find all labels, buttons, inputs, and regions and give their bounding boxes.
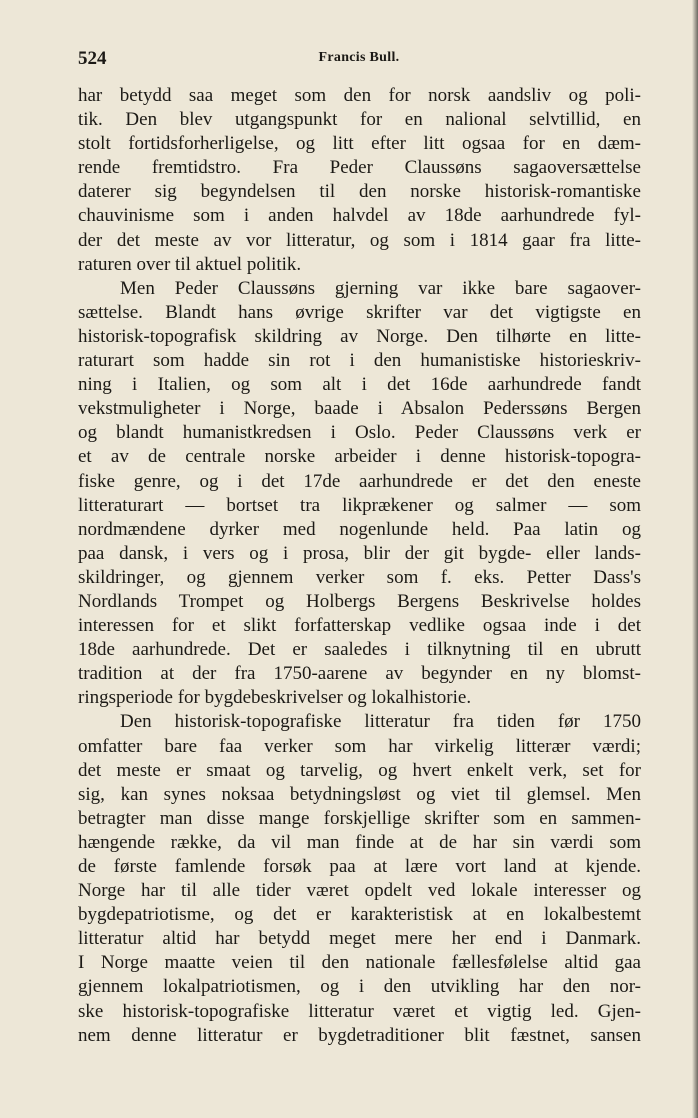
text-line: omfatter bare faa verker som har virkelig litterær værdi; [78,735,641,757]
text-line: daterer sig begyndelsen til den norske historisk-romantiske [78,181,641,203]
text-line: tradition at der fra 1750-aarene av begynder en ny blomst- [78,663,641,685]
text-line: nem denne litteratur er bygdetraditioner blit fæstnet, sansen [78,1024,641,1046]
text-line: der det meste av vor litteratur, og som i 1814 gaar fra litte- [78,229,641,251]
text-line: raturen over til aktuel politik. [78,253,302,275]
text-line: stolt fortidsforherligelse, og litt efter litt ogsaa for en dæm- [78,133,641,155]
text-line: rende fremtidstro. Fra Peder Claussøns sagaoversættelse [78,157,641,179]
body-text [78,84,641,1048]
text-line: et av de centrale norske arbeider i denne historisk-topogra- [78,446,641,468]
text-line: de første famlende forsøk paa at lære vort land at kjende. [78,856,641,877]
text-line: sættelse. Blandt hans øvrige skrifter var det vigtigste en [78,301,641,323]
text-line: ske historisk-topografiske litteratur været et vigtig led. Gjen- [78,1000,641,1022]
paragraph [78,710,641,1047]
page-edge-shadow [692,0,698,1118]
text-line: hængende række, da vil man finde at de har sin værdi som [78,831,641,853]
text-line: Nordlands Trompet og Holbergs Bergens Beskrivelse holdes [78,590,641,612]
text-line: Den historisk-topografiske litteratur fra tiden før 1750 [120,711,641,733]
text-line: 18de aarhundrede. Det er saaledes i tilknytning til en ubrutt [78,639,641,661]
text-line: Men Peder Claussøns gjerning var ikke bare sagaover- [120,277,641,299]
page-header [78,48,640,74]
text-line: vekstmuligheter i Norge, baade i Absalon Pederssøns Bergen [78,398,641,420]
paragraph [78,277,641,711]
text-line: ning i Italien, og som alt i det 16de aarhundrede fandt [78,374,641,396]
text-line: historisk-topografisk skildring av Norge. Den tilhørte en litte- [78,325,641,347]
text-line: I Norge maatte veien til den nationale fællesfølelse altid gaa [78,952,641,974]
text-line: sig, kan synes noksaa betydningsløst og viet til glemsel. Men [78,783,641,805]
text-line: chauvinisme som i anden halvdel av 18de aarhundrede fyl- [78,205,641,227]
text-line: litteraturart — bortset tra likprækener og salmer — som [78,494,641,516]
text-line: betragter man disse mange forskjellige skrifter som en sammen- [78,807,641,829]
text-line: paa dansk, i vers og i prosa, blir der git bygde- eller lands- [78,542,641,564]
page-number: 524 [78,48,107,69]
text-line: Norge har til alle tider været opdelt ved lokale interesser og [78,880,641,902]
text-line: bygdepatriotisme, og det er karakteristisk at en lokalbestemt [78,904,641,926]
text-line: har betydd saa meget som den for norsk aandsliv og poli- [78,85,641,106]
text-line: skildringer, og gjennem verker som f. eks. Petter Dass's [78,566,641,588]
running-head: Francis Bull. [318,50,400,65]
text-line: fiske genre, og i det 17de aarhundrede er det den eneste [78,470,641,492]
text-line: og blandt humanistkredsen i Oslo. Peder Claussøns verk er [78,422,641,444]
text-line: litteratur altid har betydd meget mere her end i Danmark. [78,928,641,950]
text-line: gjennem lokalpatriotismen, og i den utvikling har den nor- [78,976,641,998]
text-line: raturart som hadde sin rot i den humanistiske historieskriv- [78,350,641,372]
paragraph [78,84,641,277]
text-line: det meste er smaat og tarvelig, og hvert enkelt verk, set for [78,759,641,781]
text-line: ringsperiode for bygdebeskrivelser og lokalhistorie. [78,687,472,709]
text-line: tik. Den blev utgangspunkt for en nalional selvtillid, en [78,109,641,131]
text-line: interessen for et slikt forfatterskap vedlike ogsaa inde i det [78,615,641,637]
text-line: nordmændene dyrker med nogenlunde held. Paa latin og [78,518,641,540]
